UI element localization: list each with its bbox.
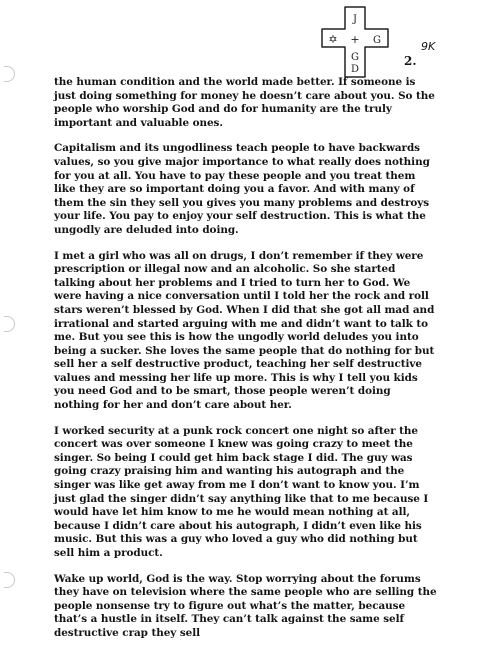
handwritten-page-mark: 9K	[421, 40, 436, 53]
body-text	[54, 76, 438, 653]
paragraph: I worked security at a punk rock concert one night so after the concert was over someone I knew was going crazy to meet the singer. So being I could get him back stage I did. The guy was going crazy praising him and wanting his autograph and the singer was like get away from me I don’t want to know you. I’m just glad the singer didn’t say anything like that to me because I would have let him know to me he would mean nothing at all, because I didn’t care about his autograph, I didn’t even like his music. But this was a guy who loved a guy who did nothing but sell him a product.	[54, 424, 429, 559]
cross-letter-bottom2: D	[350, 64, 360, 75]
paragraph: I met a girl who was all on drugs, I don’t remember if they were prescription or illegal now and an alcoholic. So she started talking about her problems and I tried to turn her to God. We were having a nice conversation until I told her the rock and roll stars weren’t blessed by God. When I did that she got all mad and irrational and started arguing with me and didn’t want to talk to me. But you see this is how the ungodly world deludes you into being a sucker. She loves the same people that do nothing for but sell her a self destructive product, teaching her self destructive values and messing her life up more. This is why I tell you kids you need God and to be smart, those people weren’t doing nothing for her and don’t care about her.	[54, 249, 435, 412]
binder-hole	[4, 572, 15, 588]
binder-hole	[4, 316, 15, 332]
paragraph: Wake up world, God is the way. Stop worrying about the forums they have on television where the same people who are selling the people nonsense try to figure out what’s the matter, because that’s a hustle in itself. They can’t talk against the same self destructive crap they sell	[54, 572, 437, 639]
cross-letter-top: J	[352, 14, 358, 25]
paragraph: Capitalism and its ungodliness teach people to have backwards values, so you give major importance to what really does nothing for you at all. You have to pay these people and you treat them like they are so important doing you a favor. And with many of them the sin they sell you gives you many problems and destroys your life. You pay to enjoy your self destruction. This is what the ungodly are deluded into doing.	[54, 142, 430, 236]
cross-letter-right: G	[373, 35, 381, 46]
cross-drawing	[318, 5, 392, 79]
cross-letter-center: +	[350, 33, 360, 46]
paragraph: the human condition and the world made better. If someone is just doing something for money he doesn’t care about you. So the people who worship God and do for humanity are the truly important and valuable ones.	[54, 76, 435, 129]
binder-hole	[4, 66, 15, 82]
page-number: 2.	[404, 54, 417, 68]
star-of-david-icon: ✡	[328, 33, 338, 46]
cross-letter-bottom: G	[351, 52, 359, 63]
